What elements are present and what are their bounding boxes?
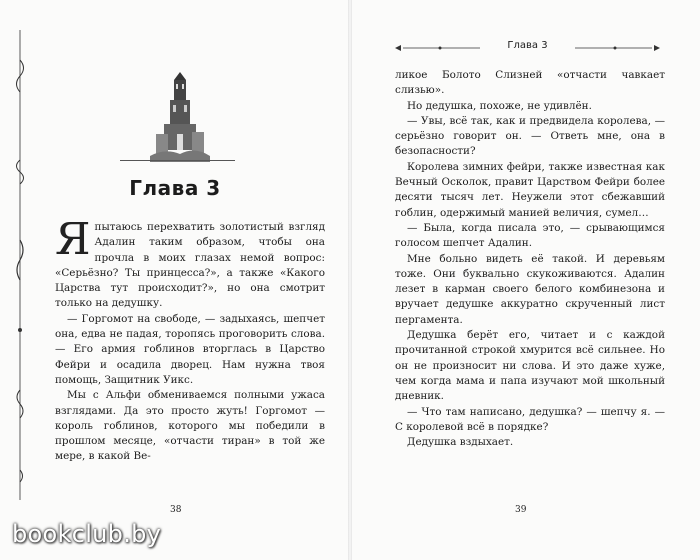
vertical-ornament-icon [10,30,30,500]
paragraph: — Горгомот на свободе, — задыхаясь, шепчет она, едва не падая, торопясь проговорить слова. — Его армия гоблинов вторглась в Царство Фейри и осадила дворец. Нам нужна твоя помощь, Защитник Уикс. [55,312,325,386]
paragraph: ликое Болото Слизней «отчасти чавкает слизью». [395,69,665,97]
drop-cap: Я [55,214,91,265]
opening-line: пытаюсь перехватить золотистый [94,221,284,233]
paragraph: Дедушка вздыхает. [407,436,514,449]
page-number-right: 39 [515,505,527,515]
opening-paragraph [55,214,325,312]
right-page [350,0,700,560]
chapter-title: Глава 3 [129,176,221,200]
site-watermark: bookclub.by [12,520,162,548]
opening-text: взгляд Адалин таким образом, чтобы она прочла в моих глазах немой вопрос: «Серьёзно? Ты принцесса?», а также «Какого Царства тут происходит?», но она смотрит только на дедушку. [55,221,325,310]
paragraph: — Была, когда писала это, — срывающимся голосом шепчет Адалин. [395,221,665,250]
right-page-body [395,68,665,450]
header-ornament-right-icon [575,44,660,52]
paragraph: Мы с Альфи обмениваемся полными ужаса взглядами. Да это просто жуть! Горгомот — король гоблинов, которого мы победили в прошлом месяце, «отчасти тиран» в той же мере, в какой Ве- [55,389,325,463]
running-head-title: Глава 3 [507,40,548,51]
tower-illustration-icon [150,72,210,162]
paragraph: Королева зимних фейри, также известная как Вечный Осколок, правит Царством Фейри более десяти тысяч лет. Неужели этот сбежавший гоблин, одержимый манией величия, сумел… [395,160,665,219]
paragraph: Но дедушка, похоже, не удивлён. [407,99,592,112]
page-number-left: 38 [170,505,182,515]
paragraph: — Что там написано, дедушка? — шепчу я. — С королевой всё в порядке? [395,405,665,433]
title-divider [120,160,235,161]
paragraph: Мне больно видеть её такой. И деревьям тоже. Они буквально скукоживаются. Адалин лезет в карман своего белого комбинезона и вручает дедушке аккуратно скрученный лист пергамента. [395,252,665,326]
paragraph: Дедушка берёт его, читает и с каждой прочитанной строкой хмурится всё сильнее. Но он не произносит ни слова. И это даже хуже, чем когда мама и папа изучают мой школьный дневник. [395,329,665,403]
left-page-body [55,214,325,465]
paragraph: — Увы, всё так, как и предвидела королева, — серьёзно говорит он. — Ответь мне, она в безопасности? [395,114,665,158]
running-header [395,40,660,56]
